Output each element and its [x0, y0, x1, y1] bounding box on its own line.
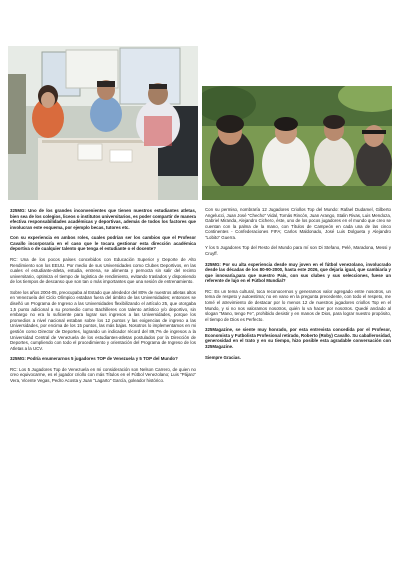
- question-future-football: 325MG: Por su alta experiencia desde muy joven en el fútbol venezolano, involucrado desde las décadas de los 80-90-2000, hasta este 2026, que dejaría igual, que cambiaría y que innovaría,para que nuestro País, con sus clubes y sus selecciones, fuese un referente de lujo en el Fútbol Mundial?: [205, 261, 391, 284]
- sign-off: Siempre Gracias.: [205, 354, 241, 360]
- question-study-sport-balance: 325MG: Uno de los grandes inconvenientes que tienen nuestros estudiantes atletas, bien sea de los colegios, liceos o institutos universitarios, es poder compartir de manera efectiva responsabilidades académicas y deportivas, además de todos los factores que involucran este esquema, por ejemplo becas, tutores etc.: [10, 208, 196, 230]
- answer-world-top: Y los 5 Jugadores Top del Resto del Mundo para mí son Di Stefano, Pelé, Maradona, Messi y Cruyff.: [205, 245, 391, 257]
- article-column-right: [205, 207, 391, 365]
- interview-photo-family: [202, 86, 392, 200]
- family-group-image: [202, 86, 392, 200]
- office-meeting-image: [8, 46, 198, 200]
- answer-culture: RC: Es un tema cultural, toca reconocernos y generamos valor agregado entre nosotros, un tema de respeto y autoestima; no en vano en la pregunta precedente, con todo el respeto, me tomé el atrevimiento de destacar por lo menos 12 de nuestros jugadores criollos Top en el Mundo, y si no nos valoramos nosotros, quién lo va hacer por nosotros. Quedé anclado al slogan "Mano, tengo Fe", prohibido desistir y en manos de Dios, para lograr nuestro propósito, el tiempo de Dios es Perfecto.: [205, 288, 391, 322]
- question-top-players: 325MG: Podría enumerarnos 5 jugadores TOP de Venezuela y 5 TOP del Mundo?: [10, 356, 178, 362]
- interview-photo-office: [8, 46, 198, 200]
- article-column-left: [10, 208, 196, 388]
- answer-12-players: Con su permiso, nombraría 12 Jugadores Criollos Top del Mundo: Rafael Dudamel, Gilberto Angelucci, Juan José "Checho" Vidal, Tomás Rincón, Juan Arango, Stalin Rivas, Luis Mendoza, Gabriel Miranda, Alejandro Cichero, éste, uno de los pocos jugadores en el mundo que creo se cuentan con la palma de la mano, con Títulos de Campeón en cada una de las cinco Continentes - Confederaciones FIFA; Carlos Maldonado, José Luis Dolgueta y Alejandro "Lobito" Guerra.: [205, 207, 391, 240]
- question-changes: Con su experiencia en ambos roles, cuales podrían ser los cambios que el Profesor Cavallo incorporaría en el caso que le tocara gestionar esta dirección académica deportiva o de cualquier talento que tenga el estudiante o el docente?: [10, 235, 196, 252]
- answer-top-venezuela: RC: Los 5 Jugadores Top de Venezuela en mi consideración son Nelson Carrero, de quien no creo equivocarme, es el jugador criollo con más Títulos en el Fútbol Venezolano; Luis "Pájaro" Vera, Vicente Vegas, Pedro Acosta y Juan "Lagarto" García, goleador histórico.: [10, 366, 196, 383]
- answer-ucv-program: Sobre los años 2004-05, preocupaba al Estado que alrededor del 80% de nuestros atletas altos en Venezuela del Ciclo Olímpico estaban fuera del ámbito de las Universidades; entonces se diseñó un Programa de Ingreso a las Universidades flexibilizando el artículo 25, que otorgaba 1,5 punto adicional a su promedio como Bachilleres con talento artístico y/o deportivo, sin embargo no era lo suficiente para lograr sus ingresos a las Universidades, porque los promedios a nivel nacional estaban sobre los 12 puntos y las exigencias de ingreso a las Universidades, por encima de los 15 puntos, las más bajas. Nosotros lo implementamos en mi gestión como Director de Deportes, logrando un indicador récord del 89,7% de ingresos a la Universidad Central de Venezuela de los estudiantes-atletas postulados por la Dirección de Deportes, cumpliendo con todo el procedimiento y orientación del Programa de Ingreso de los Atletas a la UCV.: [10, 289, 196, 351]
- closing-thanks: 325Magazine, se siente muy honrado, por esta entrevista concedida por el Profesor, Economista y Futbolista Profesional retirado, Roberto (Roby) Cavallo. Su caballerosidad, generosidad en el trato y en su tiempo, hizo posible esta agradable conversación con 325Magazine.: [205, 327, 391, 350]
- answer-usa-model: RC: Una de los pocos países concebidos con Educación Superior y Deporte de Alto Rendimiento son los EEUU. Por medio de sus Universidades como Clubes Deportivos, en las cuales el estudiante-atleta, estudia, entrena, se alimenta y pernocta sin salir del recinto universitario, optimiza el tiempo de logística de rendimiento, evitando traslados y disponiendo de los tiempos de descanso que son tan o más importantes que una sesión de entrenamiento.: [10, 256, 196, 285]
